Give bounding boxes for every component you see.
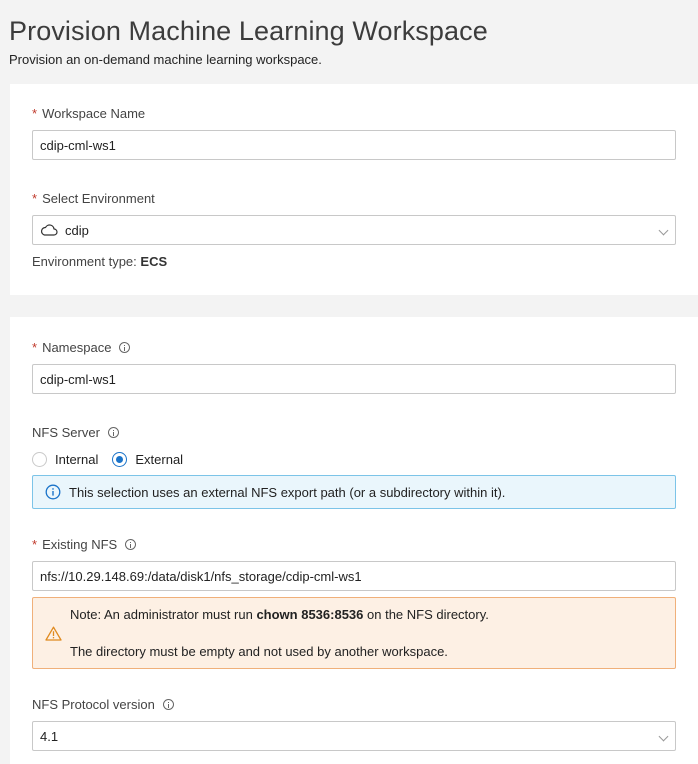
namespace-label xyxy=(32,340,130,355)
environment-type xyxy=(32,254,167,269)
nfs-protocol-select[interactable] xyxy=(32,721,676,751)
warning-note-prefix: Note: An administrator must run xyxy=(70,607,253,622)
info-icon[interactable] xyxy=(125,539,136,550)
workspace-name-input[interactable] xyxy=(32,130,676,160)
workspace-card xyxy=(10,84,698,295)
required-asterisk: * xyxy=(32,537,38,552)
info-icon[interactable] xyxy=(119,342,130,353)
cloud-icon xyxy=(40,224,58,236)
page-title: Provision Machine Learning Workspace xyxy=(9,16,488,46)
required-asterisk: * xyxy=(32,191,38,206)
info-icon[interactable] xyxy=(108,427,119,438)
environment-select[interactable] xyxy=(32,215,676,245)
environment-value: cdip xyxy=(65,222,89,238)
nfs-server-label-text: NFS Server xyxy=(32,425,100,440)
warning-line-1 xyxy=(70,607,489,622)
radio-external-label: External xyxy=(135,452,184,467)
environment-type-label: Environment type: xyxy=(32,254,137,269)
required-asterisk: * xyxy=(32,106,38,121)
nfs-info-banner xyxy=(32,475,676,509)
nfs-protocol-label-text: NFS Protocol version xyxy=(32,697,155,712)
namespace-label-text: Namespace xyxy=(42,340,112,355)
page-subtitle: Provision an on-demand machine learning workspace. xyxy=(9,52,322,67)
chevron-down-icon xyxy=(659,226,669,236)
existing-nfs-input[interactable] xyxy=(32,561,676,591)
radio-internal-label: Internal xyxy=(55,452,99,467)
workspace-name-label-text: Workspace Name xyxy=(42,106,146,121)
workspace-name-value: cdip-cml-ws1 xyxy=(40,137,116,153)
nfs-server-label xyxy=(32,425,119,440)
warning-note-suffix: on the NFS directory. xyxy=(367,607,489,622)
existing-nfs-label-text: Existing NFS xyxy=(42,537,118,552)
radio-external-circle[interactable] xyxy=(112,452,127,467)
warning-note-command: chown 8536:8536 xyxy=(256,607,364,622)
nfs-info-text: This selection uses an external NFS export path (or a subdirectory within it). xyxy=(69,484,506,500)
chevron-down-icon xyxy=(659,732,669,742)
info-circle-icon xyxy=(45,484,61,500)
storage-card xyxy=(10,317,698,764)
required-asterisk: * xyxy=(32,340,38,355)
environment-type-value: ECS xyxy=(140,254,168,269)
radio-internal-circle[interactable] xyxy=(32,452,47,467)
nfs-warning-banner xyxy=(32,597,676,669)
radio-external[interactable] xyxy=(112,452,183,467)
existing-nfs-value: nfs://10.29.148.69:/data/disk1/nfs_storage/cdip-cml-ws1 xyxy=(40,568,362,584)
warning-icon xyxy=(45,626,62,641)
nfs-server-radio-group xyxy=(32,452,197,467)
existing-nfs-label xyxy=(32,537,136,552)
warning-line-2: The directory must be empty and not used by another workspace. xyxy=(70,644,448,659)
nfs-protocol-label xyxy=(32,697,174,712)
nfs-protocol-value: 4.1 xyxy=(40,728,59,744)
namespace-input[interactable] xyxy=(32,364,676,394)
radio-internal[interactable] xyxy=(32,452,98,467)
select-environment-label xyxy=(32,191,155,206)
info-icon[interactable] xyxy=(163,699,174,710)
workspace-name-label xyxy=(32,106,145,121)
namespace-value: cdip-cml-ws1 xyxy=(40,371,116,387)
select-environment-label-text: Select Environment xyxy=(42,191,155,206)
